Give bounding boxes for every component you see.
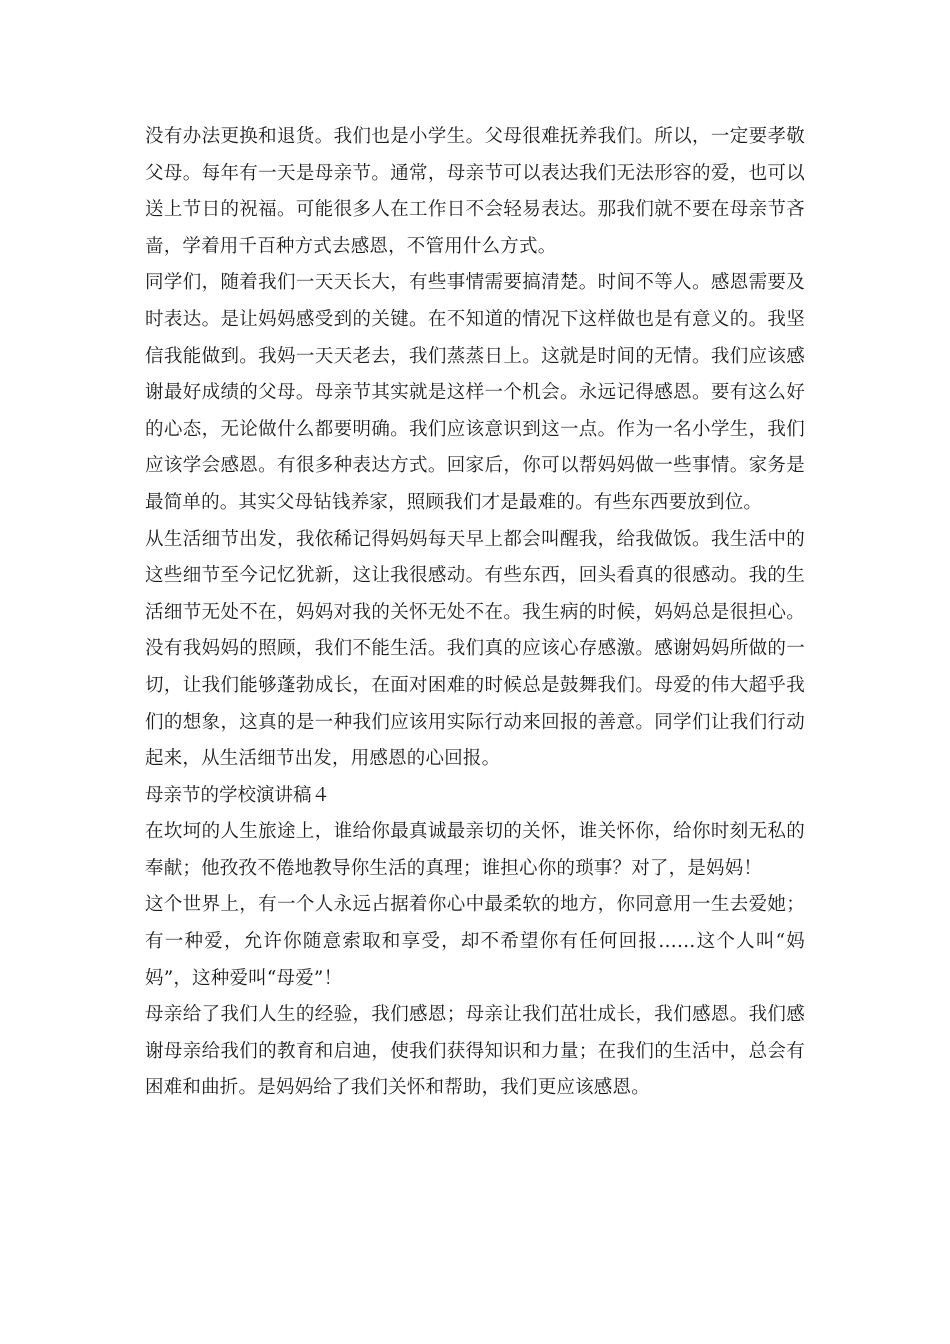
paragraph-2: 同学们，随着我们一天天长大，有些事情需要搞清楚。时间不等人。感恩需要及时表达。是让妈妈感受到的关键。在不知道的情况下这样做也是有意义的。我坚信我能做到。我妈一天天老去，我们蒸蒸日上。这就是时间的无情。我们应该感谢最好成绩的父母。母亲节其实就是这样一个机会。永远记得感恩。要有这么好的心态，无论做什么都要明确。我们应该意识到这一点。作为一名小学生，我们应该学会感恩。有很多种表达方式。回家后，你可以帮妈妈做一些事情。家务是最简单的。其实父母钻钱养家，照顾我们才是最难的。有些东西要放到位。	[145, 272, 805, 513]
paragraph-3: 从生活细节出发，我依稀记得妈妈每天早上都会叫醒我，给我做饭。我生活中的这些细节至今记忆犹新，这让我很感动。有些东西，回头看真的很感动。我的生活细节无处不在，妈妈对我的关怀无处不在。我生病的时候，妈妈总是很担心。没有我妈妈的照顾，我们不能生活。我们真的应该心存感激。感谢妈妈所做的一切，让我们能够蓬勃成长，在面对困难的时候总是鼓舞我们。母爱的伟大超乎我们的想象，这真的是一种我们应该用实际行动来回报的善意。同学们让我们行动起来，从生活细节出发，用感恩的心回报。	[145, 528, 805, 770]
paragraph-6: 母亲给了我们人生的经验，我们感恩；母亲让我们茁壮成长，我们感恩。我们感谢母亲给我们的教育和启迪，使我们获得知识和力量；在我们的生活中，总会有困难和曲折。是妈妈给了我们关怀和帮助，我们更应该感恩。	[145, 1004, 805, 1099]
paragraph-1: 没有办法更换和退货。我们也是小学生。父母很难抚养我们。所以，一定要孝敬父母。每年有一天是母亲节。通常，母亲节可以表达我们无法形容的爱，也可以送上节日的祝福。可能很多人在工作日不会轻易表达。那我们就不要在母亲节吝啬，学着用千百种方式去感恩，不管用什么方式。	[145, 126, 805, 257]
document-body	[145, 119, 805, 1107]
paragraph-5: 这个世界上，有一个人永远占据着你心中最柔软的地方，你同意用一生去爱她；有一种爱，允许你随意索取和享受，却不希望你有任何回报……这个人叫“妈妈”，这种爱叫“母爱”！	[145, 894, 805, 989]
paragraph-4: 在坎坷的人生旅途上，谁给你最真诚最亲切的关怀，谁关怀你，给你时刻无私的奉献；他孜孜不倦地教导你生活的真理；谁担心你的琐事？对了，是妈妈！	[145, 821, 805, 879]
section-heading: 母亲节的学校演讲稿４	[145, 784, 331, 806]
